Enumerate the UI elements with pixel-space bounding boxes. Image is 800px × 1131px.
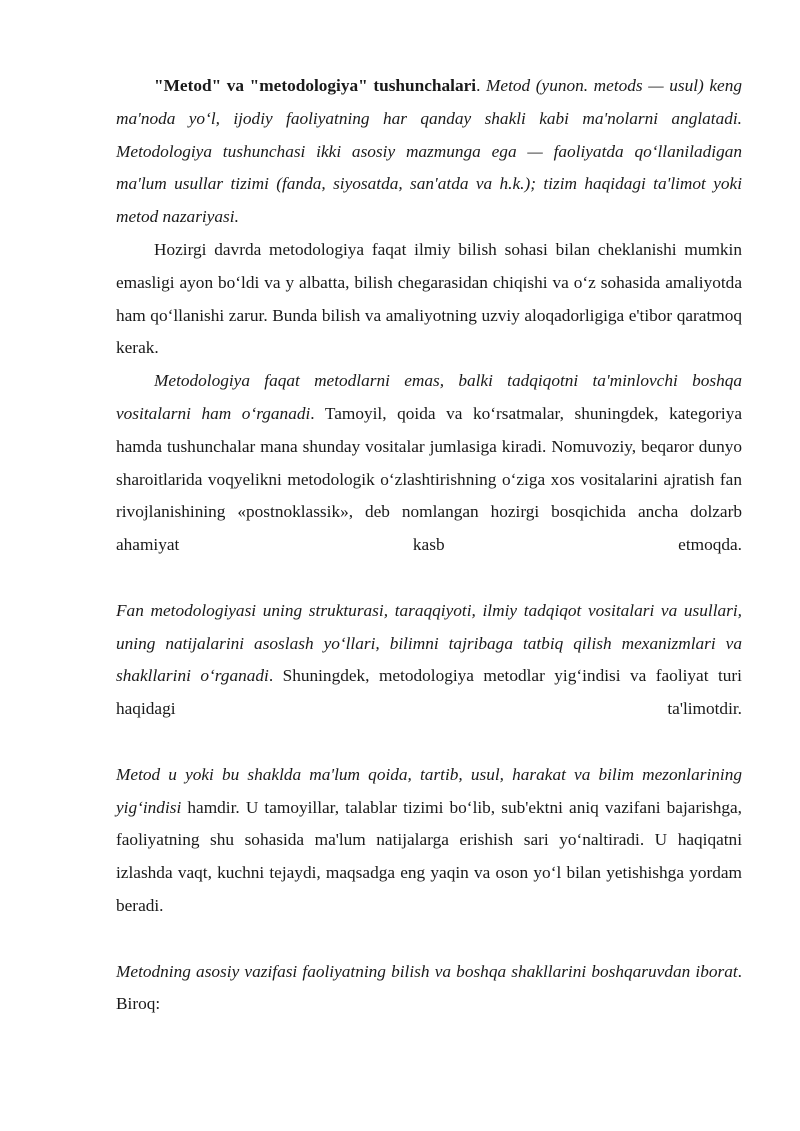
paragraph-6 <box>116 956 742 1022</box>
paragraph-5 <box>116 759 742 923</box>
paragraph-5-italic: Metod u yoki bu shaklda ma'lum qoida, tartib, usul, harakat va bilim mezonlarining yig‘indisi <box>116 764 742 817</box>
blank-line <box>116 726 742 759</box>
paragraph-5-text: hamdir. U tamoyillar, talablar tizimi bo‘lib, sub'ektni aniq vazifani bajarishga, faoliyatning shu sohasida ma'lum natijalarga erishish sari yo‘naltiradi. U haqiqatni izlashda vaqt, kuchni tejaydi, maqsadga eng yaqin va oson yo‘l bilan yetishishga yordam beradi. <box>116 797 742 915</box>
paragraph-3-italic: Metodologiya faqat metodlarni emas, balki tadqiqotni ta'minlovchi boshqa vositalarni ham o‘rganadi <box>116 371 742 423</box>
paragraph-1 <box>116 70 742 234</box>
blank-line <box>116 923 742 956</box>
paragraph-4-italic: Fan metodologiyasi uning strukturasi, taraqqiyoti, ilmiy tadqiqot vositalari va usullari, uning natijalarini asoslash yo‘llari, bilimni tajribaga tatbiq qilish mexanizmlari va shakllarini o‘rganadi <box>116 600 742 686</box>
paragraph-2-text: Hozirgi davrda metodologiya faqat ilmiy bilish sohasi bilan cheklanishi mumkin emasligi ayon bo‘ldi va y albatta, bilish chegarasidan chiqishi va o‘z sohasida amaliyotda ham qo‘llanishi zarur. Bunda bilish va amaliyotning uzviy aloqadorligiga e'tibor qaratmoq kerak. <box>116 239 742 358</box>
document-page <box>116 70 742 1021</box>
paragraph-4 <box>116 595 742 726</box>
paragraph-2 <box>116 234 742 365</box>
heading-punctuation: . <box>476 76 487 95</box>
paragraph-6-italic: Metodning asosiy vazifasi faoliyatning bilish va boshqa shakllarini boshqaruvdan iborat <box>116 961 738 981</box>
paragraph-6-text: . Biroq: <box>116 961 742 1014</box>
paragraph-3-text: . Tamoyil, qoida va ko‘rsatmalar, shuningdek, kategoriya hamda tushunchalar mana shunday vositalar jumlasiga kiradi. Nomuvoziy, beqaror dunyo sharoitlarida voqyelikni metodologik o‘zlashtirishning o‘ziga xos vositalarini ajratish fan rivojlanishining «postnoklassik», deb nomlangan hozirgi bosqichida ancha dolzarb ahamiyat kasb etmoqda. <box>116 403 743 555</box>
paragraph-3 <box>116 365 742 562</box>
paragraph-4-text: . Shuningdek, metodologiya metodlar yig‘indisi va faoliyat turi haqidagi ta'limotdir. <box>116 666 742 719</box>
section-heading: "Metod" va "metodologiya" tushunchalari <box>154 76 477 95</box>
blank-line <box>116 562 742 595</box>
paragraph-1-italic: Metod (yunon. metods — usul) keng ma'noda yo‘l, ijodiy faoliyatning har qanday shakli kabi ma'nolarni anglatadi. Metodologiya tushunchasi ikki asosiy mazmunga ega — faoliyatda qo‘llaniladigan ma'lum usullar tizimi (fanda, siyosatda, san'atda va h.k.); tizim haqidagi ta'limot yoki metod nazariyasi. <box>116 76 742 227</box>
